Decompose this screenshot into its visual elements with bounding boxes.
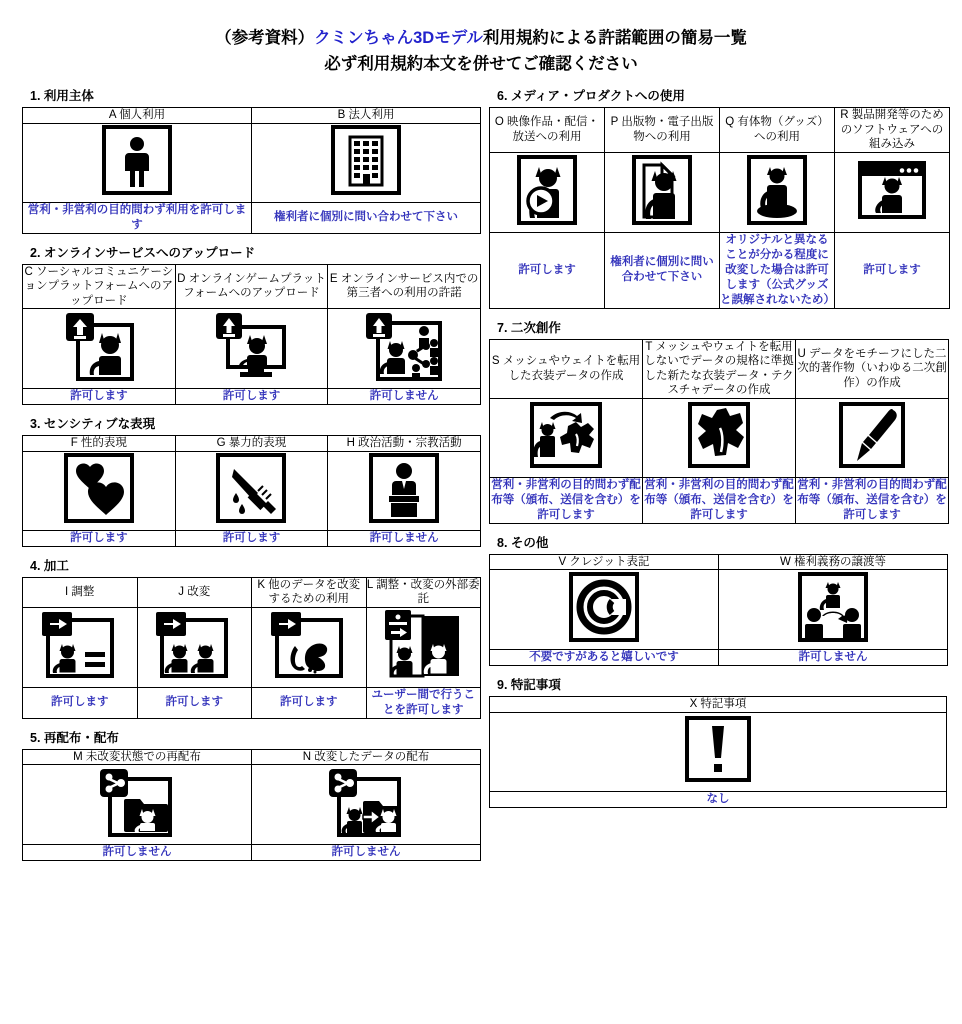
cell-icon-L — [366, 607, 481, 687]
cell-icon-O — [490, 152, 605, 232]
cell-permission-P: 権利者に個別に問い合わせて下さい — [605, 232, 720, 308]
title-line-1 — [0, 26, 962, 50]
cell-icon-D — [175, 309, 328, 389]
cloth-icon — [684, 400, 754, 470]
cell-header-F: F 性的表現 — [23, 436, 176, 452]
table-row — [23, 577, 481, 607]
cell-header-D: D オンラインゲームプラットフォームへのアップロード — [175, 264, 328, 309]
cell-header-B: B 法人利用 — [252, 108, 481, 124]
copyright-icon — [567, 570, 641, 644]
cell-icon-S — [490, 398, 643, 477]
table-row — [23, 687, 481, 718]
cell-permission-B: 権利者に個別に問い合わせて下さい — [252, 202, 481, 233]
cell-header-R: R 製品開発等のためのソフトウェアへの組み込み — [835, 108, 950, 153]
arrow-cat-tail-shape-icon — [269, 608, 349, 682]
cell-header-U: U データをモチーフにした二次的著作物（いわゆる二次創作）の作成 — [796, 339, 949, 398]
cell-header-V: V クレジット表記 — [490, 554, 719, 570]
cell-header-P: P 出版物・電子出版物への利用 — [605, 108, 720, 153]
cell-permission-J: 許可します — [137, 687, 252, 718]
cat-arrow-cloth-icon — [528, 400, 604, 470]
title-suffix: 利用規約による許諾範囲の簡易一覧 — [482, 29, 747, 47]
cell-permission-A: 営利・非営利の目的問わず利用を許可します — [23, 202, 252, 233]
cat-app-window-icon — [856, 153, 928, 227]
cell-permission-T: 営利・非営利の目的問わず配布等（頒布、送信を含む）を許可します — [643, 477, 796, 523]
cell-header-T: T メッシュやウェイトを転用しないでデータの規格に準拠した新たな衣装データ・テクスチャデータの作成 — [644, 340, 794, 396]
cell-icon-J — [137, 607, 252, 687]
section-1-table — [22, 107, 481, 234]
page-title — [0, 0, 962, 76]
upload-cat-share-people-icon — [364, 309, 444, 383]
table-row — [23, 607, 481, 687]
title-highlight: クミンちゃん3Dモデル — [314, 29, 483, 47]
table-row — [490, 570, 948, 650]
cell-icon-H — [328, 451, 481, 530]
table-row — [490, 712, 947, 791]
table-row — [23, 202, 481, 233]
cell-header-N: N 改変したデータの配布 — [252, 749, 481, 765]
title-prefix: （参考資料） — [215, 29, 315, 47]
section-7-heading: 7. 二次創作 — [497, 320, 561, 335]
section-3-heading: 3. センシティブな表現 — [30, 417, 156, 431]
share-folder-modified-cat-icon — [327, 765, 405, 839]
cell-header-Q: Q 有体物（グッズ）への利用 — [720, 108, 835, 153]
cell-header-E: E オンラインサービス内での第三者への利用の許諾 — [328, 264, 481, 309]
table-row — [490, 477, 949, 523]
section-8-heading: 8. その他 — [497, 535, 549, 550]
section-7-table — [489, 339, 949, 524]
section-1-heading: 1. 利用主体 — [30, 89, 94, 103]
table-row — [490, 650, 948, 666]
cell-header-J: J 改変 — [137, 577, 252, 607]
table-row — [23, 451, 481, 530]
cell-header-G: G 暴力的表現 — [175, 436, 328, 452]
cell-permission-O: 許可します — [490, 232, 605, 308]
cell-permission-U: 営利・非営利の目的問わず配布等（頒布、送信を含む）を許可します — [796, 477, 949, 523]
table-row — [490, 398, 949, 477]
section-2-table — [22, 264, 481, 406]
right-column — [481, 88, 962, 872]
table-row — [23, 436, 481, 452]
cell-icon-M — [23, 765, 252, 845]
section-6-heading: 6. メディア・プロダクトへの使用 — [497, 89, 685, 103]
cell-permission-I: 許可します — [23, 687, 138, 718]
table-row — [490, 232, 950, 308]
section-5-table — [22, 749, 481, 862]
hearts-icon — [64, 453, 134, 523]
section-4-table — [22, 577, 481, 719]
cell-icon-I — [23, 607, 138, 687]
table-row — [490, 554, 948, 570]
section-5 — [22, 730, 481, 862]
table-row — [490, 108, 950, 153]
cell-header-A: A 個人利用 — [23, 108, 252, 124]
cat-document-icon — [626, 153, 698, 227]
share-folder-cat-icon — [98, 765, 176, 839]
table-row — [23, 765, 481, 845]
section-6 — [489, 88, 962, 309]
exclamation-icon — [683, 714, 753, 784]
cell-permission-N: 許可しません — [252, 845, 481, 861]
cell-icon-G — [175, 451, 328, 530]
section-1 — [22, 88, 481, 234]
cell-header-M: M 未改変状態での再配布 — [23, 749, 252, 765]
table-row — [23, 264, 481, 309]
arrow-cat-equals-icon — [40, 608, 120, 682]
table-row — [490, 339, 949, 398]
cell-icon-K — [252, 607, 367, 687]
arrow-cat-outsource-icon — [383, 608, 463, 682]
table-row — [23, 123, 481, 202]
table-row — [490, 697, 947, 713]
content-columns — [0, 76, 962, 872]
cell-permission-C: 許可します — [23, 389, 176, 405]
cell-header-S: S メッシュやウェイトを転用した衣装データの作成 — [490, 339, 643, 398]
cat-figure-base-icon — [741, 153, 813, 227]
cell-permission-W: 許可しません — [719, 650, 948, 666]
upload-cat-person-icon — [62, 309, 136, 383]
cell-header-K: K 他のデータを改変するための利用 — [252, 577, 367, 607]
section-3 — [22, 416, 481, 547]
section-9-table — [489, 696, 947, 808]
section-7 — [489, 320, 962, 524]
cell-icon-T — [643, 398, 796, 477]
cell-header-X: X 特記事項 — [490, 697, 947, 713]
section-2-heading: 2. オンラインサービスへのアップロード — [30, 245, 256, 260]
section-5-heading: 5. 再配布・配布 — [30, 730, 119, 745]
table-row — [23, 845, 481, 861]
section-8 — [489, 535, 962, 667]
building-icon — [331, 125, 401, 195]
section-8-table — [489, 554, 948, 667]
table-row — [23, 530, 481, 546]
arrow-cat-two-icon — [154, 608, 234, 682]
cell-permission-R: 許可します — [835, 232, 950, 308]
table-row — [23, 309, 481, 389]
cell-permission-G: 許可します — [175, 530, 328, 546]
table-row — [23, 389, 481, 405]
person-icon — [102, 125, 172, 195]
cell-permission-S: 営利・非営利の目的問わず配布等（頒布、送信を含む）を許可します — [490, 477, 643, 523]
cat-play-button-icon — [511, 153, 583, 227]
section-9-heading: 9. 特記事項 — [497, 678, 561, 692]
cell-icon-X — [490, 712, 947, 791]
section-4-heading: 4. 加工 — [30, 558, 69, 573]
cell-icon-E — [328, 309, 481, 389]
knife-blood-icon — [216, 453, 286, 523]
cell-permission-X: なし — [490, 791, 947, 807]
table-row — [490, 152, 950, 232]
cell-permission-V: 不要ですがあると嬉しいです — [490, 650, 719, 666]
cell-header-C: C ソーシャルコミュニケーションプラットフォームへのアップロード — [23, 264, 176, 309]
cell-permission-K: 許可します — [252, 687, 367, 718]
cell-permission-H: 許可しません — [328, 530, 481, 546]
cell-header-I: I 調整 — [23, 577, 138, 607]
section-3-table — [22, 435, 481, 547]
cell-header-W: W 権利義務の譲渡等 — [719, 554, 948, 570]
cell-icon-C — [23, 309, 176, 389]
cell-icon-F — [23, 451, 176, 530]
section-2 — [22, 245, 481, 406]
section-9 — [489, 677, 962, 808]
cell-icon-W — [719, 570, 948, 650]
cell-header-O: O 映像作品・配信・放送への利用 — [490, 108, 605, 153]
cell-icon-B — [252, 123, 481, 202]
cell-header-L: L 調整・改変の外部委託 — [366, 578, 480, 605]
title-line-2: 必ず利用規約本文を併せてご確認ください — [324, 55, 638, 73]
cell-icon-R — [835, 152, 950, 232]
cell-permission-L: ユーザー間で行うことを許可します — [366, 687, 481, 718]
table-row — [23, 108, 481, 124]
cell-icon-N — [252, 765, 481, 845]
cell-icon-V — [490, 570, 719, 650]
section-6-table — [489, 107, 950, 309]
cell-permission-Q: オリジナルと異なることが分かる程度に改変した場合は許可します（公式グッズと誤解されないため） — [720, 232, 835, 308]
transfer-people-cat-icon — [796, 570, 870, 644]
table-row — [490, 791, 947, 807]
cell-icon-Q — [720, 152, 835, 232]
paint-brush-icon — [837, 400, 907, 470]
cell-icon-U — [796, 398, 949, 477]
podium-speaker-icon — [369, 453, 439, 523]
cell-icon-A — [23, 123, 252, 202]
cell-permission-D: 許可します — [175, 389, 328, 405]
cell-permission-E: 許可しません — [328, 389, 481, 405]
cell-permission-M: 許可しません — [23, 845, 252, 861]
table-row — [23, 749, 481, 765]
left-column — [0, 88, 481, 872]
section-4 — [22, 558, 481, 719]
cell-permission-F: 許可します — [23, 530, 176, 546]
cell-header-H: H 政治活動・宗教活動 — [328, 436, 481, 452]
upload-cat-monitor-icon — [214, 309, 288, 383]
cell-icon-P — [605, 152, 720, 232]
